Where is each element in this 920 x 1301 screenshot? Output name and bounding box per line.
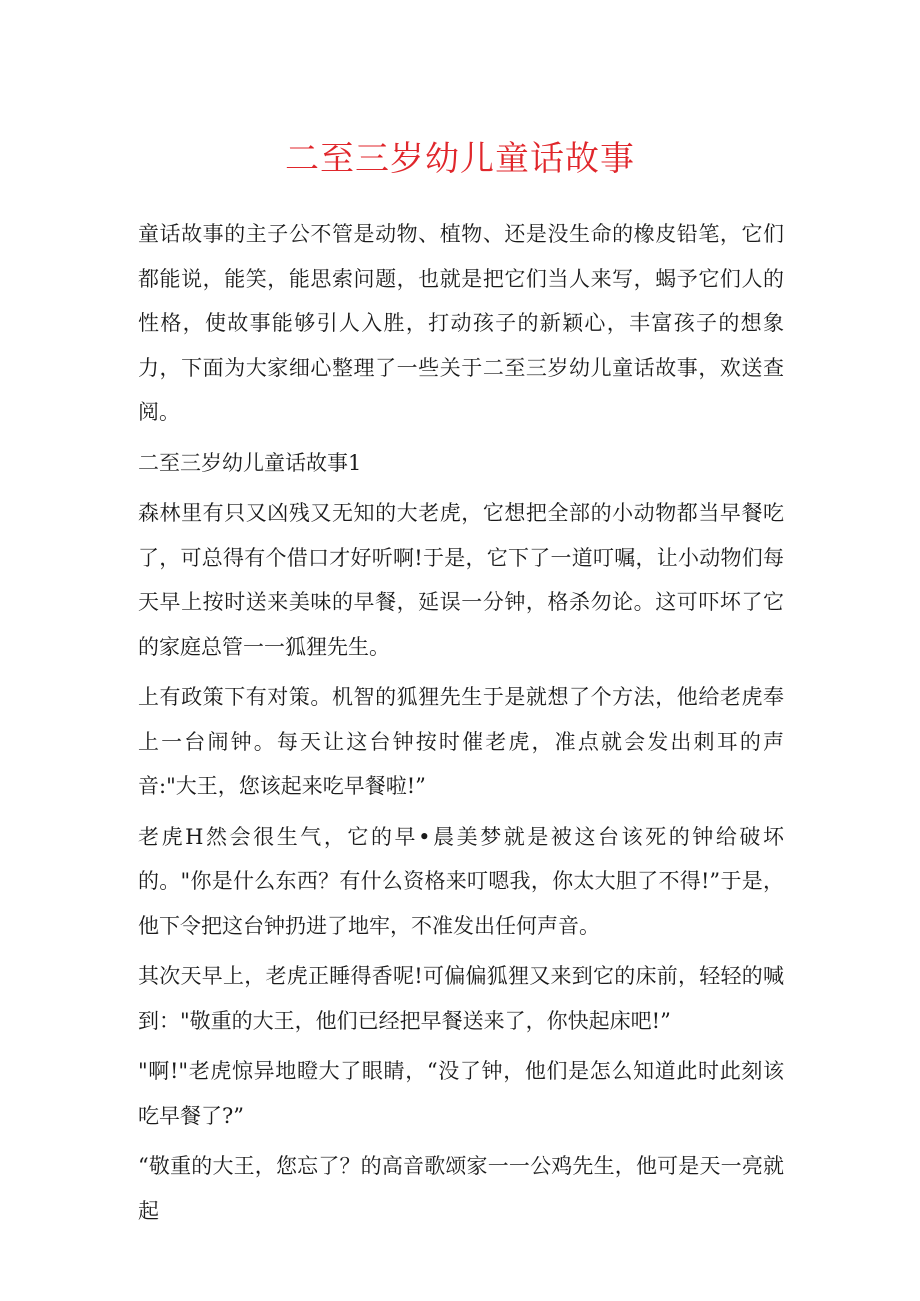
paragraph: "啊!"老虎惊异地瞪大了眼睛，“没了钟，他们是怎么知道此时此刻该吃早餐了?”: [138, 1059, 784, 1128]
paragraph: 其次天早上，老虎正睡得香呢!可偏偏狐狸又来到它的床前，轻轻的喊到："敬重的大王，他们已经把早餐送来了，你快起床吧!”: [138, 964, 784, 1033]
document-title: 二至三岁幼儿童话故事: [285, 139, 635, 179]
paragraph: 森林里有只又凶残又无知的大老虎，它想把全部的小动物都当早餐吃了，可总得有个借口才好听啊!于是，它下了一道叮嘱，让小动物们每天早上按时送来美味的早餐，延误一分钟，格杀勿论。这可吓坏了它的家庭总管一一狐狸先生。: [138, 501, 784, 659]
paragraph: 老虎H然会很生气，它的早•晨美梦就是被这台该死的钟给破坏的。"你是什么东西？有什么资格来叮嗯我，你太大胆了不得!”于是，他下令把这台钟扔进了地牢，不准发出任何声音。: [138, 824, 784, 938]
paragraph: 上有政策下有对策。机智的狐狸先生于是就想了个方法，他给老虎奉上一台闹钟。每天让这台钟按时催老虎，准点就会发出刺耳的声音:"大王，您该起来吃早餐啦!”: [138, 685, 784, 798]
paragraph: “敬重的大王，您忘了？的高音歌颂家一一公鸡先生，他可是天一亮就起: [138, 1154, 784, 1223]
paragraph-intro: 童话故事的主子公不管是动物、植物、还是没生命的橡皮铅笔，它们都能说，能笑，能思索问题，也就是把它们当人来写，蝎予它们人的性格，使故事能够引人入胜，打动孩子的新颖心，丰富孩子的想象力，下面为大家细心整理了一些关于二至三岁幼儿童话故事，欢送查阅。: [138, 222, 784, 424]
section-heading: 二至三岁幼儿童话故事1: [138, 450, 362, 475]
document-body: [138, 212, 784, 1239]
